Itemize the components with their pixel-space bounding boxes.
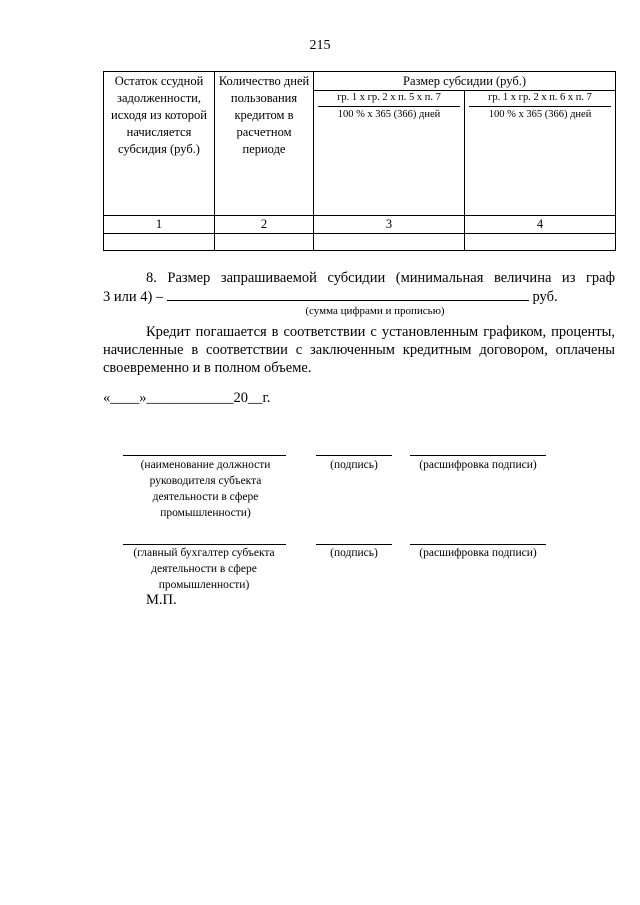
header-formula-col3 <box>314 91 465 216</box>
formula-col4-denominator: 100 % x 365 (366) дней <box>488 109 592 120</box>
decoding-caption: (расшифровка подписи) <box>419 459 537 471</box>
amount-caption: (сумма цифрами и прописью) <box>305 305 445 317</box>
decoding-caption-2: (расшифровка подписи) <box>419 547 537 559</box>
header-loan-balance: Остаток ссудной задолженности, исходя из которой начисляется субсидия (руб.) <box>104 72 215 216</box>
accountant-caption: (главный бухгалтер субъекта деятельности в сфере промышленности) <box>133 547 275 591</box>
subsidy-calculation-table <box>103 71 616 251</box>
formula-col3-numerator: гр. 1 x гр. 2 x п. 5 x п. 7 <box>318 91 460 107</box>
subsidy-amount-field[interactable] <box>167 287 529 301</box>
signature-line[interactable] <box>316 455 392 456</box>
table-row <box>104 234 616 251</box>
date-line: «____»____________20__г. <box>103 390 271 406</box>
formula-col3-denominator: 100 % x 365 (366) дней <box>337 109 441 120</box>
column-number: 2 <box>215 216 314 234</box>
position-line[interactable] <box>123 455 286 456</box>
section8-currency: руб. <box>532 289 558 305</box>
header-days-count: Количество дней пользования кредитом в расчетном периоде <box>215 72 314 216</box>
header-subsidy-amount: Размер субсидии (руб.) <box>314 72 616 91</box>
credit-paragraph: Кредит погашается в соответствии с установленным графиком, проценты, начисленные в соответствии с заключенным кредитным договором, оплачены своевременно и в полном объеме. <box>103 324 615 376</box>
head-position-caption: (наименование должности руководителя субъекта деятельности в сфере промышленности) <box>140 459 271 519</box>
header-formula-col4 <box>465 91 616 216</box>
column-number: 1 <box>104 216 215 234</box>
formula-col4-numerator: гр. 1 x гр. 2 x п. 6 x п. 7 <box>469 91 611 107</box>
section8-line2 <box>103 287 615 306</box>
signature-caption-2: (подпись) <box>330 547 378 559</box>
table-cell[interactable] <box>314 234 465 251</box>
column-number: 4 <box>465 216 616 234</box>
page-number: 215 <box>309 38 331 53</box>
stamp-place: М.П. <box>146 592 177 608</box>
table-cell[interactable] <box>465 234 616 251</box>
table-cell[interactable] <box>104 234 215 251</box>
signature-caption: (подпись) <box>330 459 378 471</box>
section8-line1: 8. Размер запрашиваемой субсидии (минимальная величина из граф <box>146 270 615 286</box>
column-number: 3 <box>314 216 465 234</box>
section8-line2-start: 3 или 4) – <box>103 289 164 305</box>
column-number-row <box>104 216 616 234</box>
table-cell[interactable] <box>215 234 314 251</box>
decoding-line[interactable] <box>410 455 546 456</box>
